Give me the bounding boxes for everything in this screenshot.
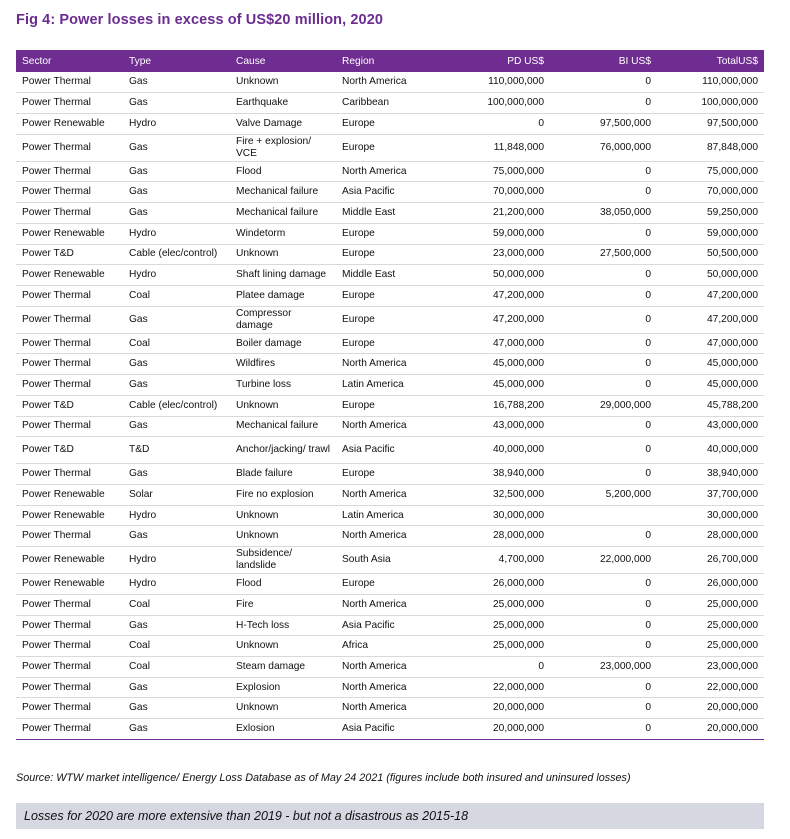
table-row — [16, 657, 764, 678]
table-row — [16, 547, 764, 574]
cell-bi: 0 — [550, 265, 657, 286]
table-row — [16, 636, 764, 657]
cell-cause: Platee damage — [230, 285, 336, 306]
cell-region: Europe — [336, 244, 443, 265]
figure-title: Fig 4: Power losses in excess of US$20 million, 2020 — [16, 12, 384, 28]
cell-bi: 0 — [550, 333, 657, 354]
cell-type: Coal — [123, 636, 230, 657]
cell-bi: 0 — [550, 182, 657, 203]
cell-cause: Boiler damage — [230, 333, 336, 354]
header-bi: BI US$ — [550, 50, 657, 72]
cell-type: Gas — [123, 615, 230, 636]
table-row — [16, 416, 764, 437]
cell-type: Coal — [123, 595, 230, 616]
cell-total: 70,000,000 — [657, 182, 764, 203]
cell-pd: 47,200,000 — [443, 306, 550, 333]
cell-type: Gas — [123, 464, 230, 485]
cell-total: 50,000,000 — [657, 265, 764, 286]
cell-sector: Power Renewable — [16, 505, 123, 526]
cell-cause: Fire — [230, 595, 336, 616]
cell-sector: Power Thermal — [16, 698, 123, 719]
table-row — [16, 265, 764, 286]
table-row — [16, 574, 764, 595]
cell-sector: Power Thermal — [16, 285, 123, 306]
cell-pd: 30,000,000 — [443, 505, 550, 526]
table-row — [16, 306, 764, 333]
cell-pd: 75,000,000 — [443, 161, 550, 182]
cell-pd: 23,000,000 — [443, 244, 550, 265]
cell-region: North America — [336, 698, 443, 719]
cell-sector: Power Thermal — [16, 636, 123, 657]
cell-total: 25,000,000 — [657, 615, 764, 636]
header-type: Type — [123, 50, 230, 72]
cell-region: Asia Pacific — [336, 719, 443, 740]
table-body — [16, 72, 764, 739]
cell-bi: 0 — [550, 526, 657, 547]
cell-bi — [550, 505, 657, 526]
cell-region: North America — [336, 72, 443, 93]
cell-region: North America — [336, 595, 443, 616]
cell-bi: 0 — [550, 574, 657, 595]
cell-sector: Power Thermal — [16, 375, 123, 396]
cell-bi: 76,000,000 — [550, 134, 657, 161]
cell-bi: 0 — [550, 93, 657, 114]
cell-cause: Earthquake — [230, 93, 336, 114]
cell-cause: Mechanical failure — [230, 416, 336, 437]
cell-cause: Unknown — [230, 244, 336, 265]
table-row — [16, 595, 764, 616]
cell-total: 47,200,000 — [657, 306, 764, 333]
cell-cause: Windetorm — [230, 223, 336, 244]
cell-bi: 0 — [550, 375, 657, 396]
cell-cause: Mechanical failure — [230, 203, 336, 224]
cell-region: North America — [336, 354, 443, 375]
cell-total: 22,000,000 — [657, 677, 764, 698]
cell-cause: Valve Damage — [230, 113, 336, 134]
table-row — [16, 677, 764, 698]
cell-total: 45,000,000 — [657, 354, 764, 375]
cell-bi: 22,000,000 — [550, 547, 657, 574]
cell-sector: Power Thermal — [16, 595, 123, 616]
cell-sector: Power Thermal — [16, 354, 123, 375]
cell-total: 28,000,000 — [657, 526, 764, 547]
cell-region: South Asia — [336, 547, 443, 574]
table-row — [16, 615, 764, 636]
cell-type: Hydro — [123, 113, 230, 134]
header-cause: Cause — [230, 50, 336, 72]
header-sector: Sector — [16, 50, 123, 72]
cell-region: Europe — [336, 464, 443, 485]
cell-sector: Power Thermal — [16, 333, 123, 354]
cell-pd: 38,940,000 — [443, 464, 550, 485]
cell-bi: 0 — [550, 223, 657, 244]
cell-pd: 25,000,000 — [443, 615, 550, 636]
cell-bi: 0 — [550, 615, 657, 636]
cell-type: Gas — [123, 375, 230, 396]
cell-total: 20,000,000 — [657, 698, 764, 719]
cell-cause: Shaft lining damage — [230, 265, 336, 286]
cell-total: 30,000,000 — [657, 505, 764, 526]
cell-sector: Power Thermal — [16, 161, 123, 182]
table-row — [16, 285, 764, 306]
cell-type: Hydro — [123, 223, 230, 244]
cell-region: Europe — [336, 395, 443, 416]
table-row — [16, 437, 764, 464]
cell-bi: 0 — [550, 698, 657, 719]
cell-type: Solar — [123, 485, 230, 506]
table-row — [16, 134, 764, 161]
cell-bi: 97,500,000 — [550, 113, 657, 134]
cell-region: North America — [336, 161, 443, 182]
cell-total: 47,000,000 — [657, 333, 764, 354]
cell-total: 25,000,000 — [657, 595, 764, 616]
cell-type: Gas — [123, 416, 230, 437]
cell-pd: 50,000,000 — [443, 265, 550, 286]
cell-bi: 0 — [550, 161, 657, 182]
cell-region: Europe — [336, 306, 443, 333]
cell-total: 20,000,000 — [657, 719, 764, 740]
cell-region: Europe — [336, 574, 443, 595]
cell-region: Europe — [336, 113, 443, 134]
cell-region: Asia Pacific — [336, 615, 443, 636]
cell-sector: Power T&D — [16, 395, 123, 416]
cell-type: Gas — [123, 306, 230, 333]
cell-pd: 47,000,000 — [443, 333, 550, 354]
cell-type: Gas — [123, 354, 230, 375]
cell-total: 100,000,000 — [657, 93, 764, 114]
cell-cause: Anchor/jacking/ trawl — [230, 437, 336, 464]
table-row — [16, 485, 764, 506]
cell-bi: 5,200,000 — [550, 485, 657, 506]
cell-sector: Power Thermal — [16, 526, 123, 547]
cell-bi: 0 — [550, 719, 657, 740]
cell-bi: 0 — [550, 416, 657, 437]
cell-cause: Turbine loss — [230, 375, 336, 396]
header-region: Region — [336, 50, 443, 72]
cell-region: North America — [336, 526, 443, 547]
cell-bi: 27,500,000 — [550, 244, 657, 265]
cell-sector: Power Renewable — [16, 547, 123, 574]
cell-region: Latin America — [336, 375, 443, 396]
cell-region: North America — [336, 416, 443, 437]
table-row — [16, 395, 764, 416]
cell-total: 26,700,000 — [657, 547, 764, 574]
cell-type: Gas — [123, 182, 230, 203]
cell-pd: 70,000,000 — [443, 182, 550, 203]
cell-sector: Power Thermal — [16, 657, 123, 678]
cell-type: Hydro — [123, 547, 230, 574]
cell-sector: Power Renewable — [16, 485, 123, 506]
cell-cause: Fire + explosion/ VCE — [230, 134, 336, 161]
cell-total: 50,500,000 — [657, 244, 764, 265]
cell-sector: Power Thermal — [16, 416, 123, 437]
cell-type: Hydro — [123, 505, 230, 526]
table-row — [16, 244, 764, 265]
cell-type: Hydro — [123, 265, 230, 286]
cell-bi: 38,050,000 — [550, 203, 657, 224]
cell-total: 45,000,000 — [657, 375, 764, 396]
cell-type: Gas — [123, 72, 230, 93]
cell-total: 25,000,000 — [657, 636, 764, 657]
cell-sector: Power Thermal — [16, 72, 123, 93]
table-header — [16, 50, 764, 72]
cell-pd: 45,000,000 — [443, 354, 550, 375]
cell-type: Coal — [123, 333, 230, 354]
cell-pd: 21,200,000 — [443, 203, 550, 224]
cell-cause: Explosion — [230, 677, 336, 698]
cell-cause: Unknown — [230, 72, 336, 93]
header-pd: PD US$ — [443, 50, 550, 72]
cell-pd: 25,000,000 — [443, 636, 550, 657]
cell-type: Coal — [123, 285, 230, 306]
cell-cause: Steam damage — [230, 657, 336, 678]
cell-sector: Power Renewable — [16, 223, 123, 244]
cell-region: Europe — [336, 285, 443, 306]
cell-bi: 0 — [550, 354, 657, 375]
cell-cause: Flood — [230, 574, 336, 595]
cell-cause: Blade failure — [230, 464, 336, 485]
cell-sector: Power Thermal — [16, 93, 123, 114]
summary-banner — [16, 803, 764, 829]
cell-cause: Unknown — [230, 636, 336, 657]
cell-bi: 0 — [550, 437, 657, 464]
cell-sector: Power Thermal — [16, 182, 123, 203]
cell-cause: Wildfires — [230, 354, 336, 375]
table-row — [16, 203, 764, 224]
cell-pd: 59,000,000 — [443, 223, 550, 244]
table-row — [16, 113, 764, 134]
header-total: TotalUS$ — [657, 50, 764, 72]
cell-pd: 43,000,000 — [443, 416, 550, 437]
cell-region: Europe — [336, 333, 443, 354]
cell-bi: 29,000,000 — [550, 395, 657, 416]
table-row — [16, 698, 764, 719]
cell-pd: 26,000,000 — [443, 574, 550, 595]
cell-sector: Power T&D — [16, 437, 123, 464]
cell-total: 110,000,000 — [657, 72, 764, 93]
cell-cause: Mechanical failure — [230, 182, 336, 203]
cell-pd: 20,000,000 — [443, 719, 550, 740]
table-row — [16, 182, 764, 203]
summary-banner-text: Losses for 2020 are more extensive than 2019 - but not a disastrous as 2015-18 — [24, 809, 469, 823]
cell-region: Asia Pacific — [336, 437, 443, 464]
cell-pd: 25,000,000 — [443, 595, 550, 616]
cell-type: Gas — [123, 677, 230, 698]
cell-type: Gas — [123, 93, 230, 114]
cell-region: Caribbean — [336, 93, 443, 114]
table-row — [16, 375, 764, 396]
cell-sector: Power T&D — [16, 244, 123, 265]
cell-total: 23,000,000 — [657, 657, 764, 678]
cell-bi: 0 — [550, 72, 657, 93]
cell-region: Europe — [336, 223, 443, 244]
table-row — [16, 719, 764, 740]
cell-region: Middle East — [336, 203, 443, 224]
cell-region: Middle East — [336, 265, 443, 286]
cell-pd: 47,200,000 — [443, 285, 550, 306]
cell-cause: Exlosion — [230, 719, 336, 740]
cell-pd: 32,500,000 — [443, 485, 550, 506]
cell-sector: Power Thermal — [16, 464, 123, 485]
table-row — [16, 333, 764, 354]
cell-type: T&D — [123, 437, 230, 464]
cell-pd: 28,000,000 — [443, 526, 550, 547]
cell-pd: 0 — [443, 113, 550, 134]
cell-pd: 45,000,000 — [443, 375, 550, 396]
table-row — [16, 93, 764, 114]
cell-total: 87,848,000 — [657, 134, 764, 161]
cell-bi: 0 — [550, 464, 657, 485]
losses-table — [16, 50, 764, 740]
cell-pd: 20,000,000 — [443, 698, 550, 719]
cell-bi: 0 — [550, 595, 657, 616]
cell-total: 40,000,000 — [657, 437, 764, 464]
cell-total: 59,000,000 — [657, 223, 764, 244]
cell-total: 38,940,000 — [657, 464, 764, 485]
cell-type: Hydro — [123, 574, 230, 595]
cell-total: 43,000,000 — [657, 416, 764, 437]
cell-bi: 0 — [550, 285, 657, 306]
table-row — [16, 72, 764, 93]
cell-sector: Power Thermal — [16, 203, 123, 224]
cell-type: Gas — [123, 161, 230, 182]
cell-sector: Power Renewable — [16, 265, 123, 286]
cell-cause: Subsidence/ landslide — [230, 547, 336, 574]
cell-cause: Unknown — [230, 526, 336, 547]
cell-type: Gas — [123, 526, 230, 547]
cell-pd: 40,000,000 — [443, 437, 550, 464]
cell-pd: 11,848,000 — [443, 134, 550, 161]
cell-total: 26,000,000 — [657, 574, 764, 595]
table-row — [16, 354, 764, 375]
cell-sector: Power Renewable — [16, 574, 123, 595]
cell-total: 37,700,000 — [657, 485, 764, 506]
cell-type: Gas — [123, 698, 230, 719]
cell-region: North America — [336, 485, 443, 506]
cell-bi: 0 — [550, 677, 657, 698]
table-row — [16, 505, 764, 526]
cell-sector: Power Thermal — [16, 677, 123, 698]
cell-type: Cable (elec/control) — [123, 244, 230, 265]
losses-table-container — [16, 50, 764, 740]
cell-pd: 0 — [443, 657, 550, 678]
cell-region: North America — [336, 657, 443, 678]
cell-bi: 23,000,000 — [550, 657, 657, 678]
table-row — [16, 161, 764, 182]
cell-pd: 110,000,000 — [443, 72, 550, 93]
cell-region: Latin America — [336, 505, 443, 526]
cell-total: 47,200,000 — [657, 285, 764, 306]
cell-cause: Unknown — [230, 395, 336, 416]
table-row — [16, 464, 764, 485]
cell-pd: 22,000,000 — [443, 677, 550, 698]
cell-type: Gas — [123, 719, 230, 740]
cell-sector: Power Renewable — [16, 113, 123, 134]
cell-sector: Power Thermal — [16, 134, 123, 161]
cell-cause: H-Tech loss — [230, 615, 336, 636]
cell-total: 97,500,000 — [657, 113, 764, 134]
cell-type: Cable (elec/control) — [123, 395, 230, 416]
cell-cause: Compressor damage — [230, 306, 336, 333]
cell-sector: Power Thermal — [16, 615, 123, 636]
cell-pd: 4,700,000 — [443, 547, 550, 574]
cell-pd: 16,788,200 — [443, 395, 550, 416]
table-row — [16, 526, 764, 547]
cell-type: Coal — [123, 657, 230, 678]
cell-cause: Unknown — [230, 698, 336, 719]
cell-sector: Power Thermal — [16, 306, 123, 333]
cell-total: 75,000,000 — [657, 161, 764, 182]
source-note: Source: WTW market intelligence/ Energy Loss Database as of May 24 2021 (figures include both insured and uninsured losses) — [16, 772, 631, 784]
cell-cause: Flood — [230, 161, 336, 182]
cell-bi: 0 — [550, 636, 657, 657]
table-row — [16, 223, 764, 244]
cell-total: 59,250,000 — [657, 203, 764, 224]
cell-region: Africa — [336, 636, 443, 657]
cell-sector: Power Thermal — [16, 719, 123, 740]
cell-region: North America — [336, 677, 443, 698]
cell-total: 45,788,200 — [657, 395, 764, 416]
cell-region: Europe — [336, 134, 443, 161]
cell-type: Gas — [123, 203, 230, 224]
cell-region: Asia Pacific — [336, 182, 443, 203]
cell-bi: 0 — [550, 306, 657, 333]
cell-pd: 100,000,000 — [443, 93, 550, 114]
cell-cause: Unknown — [230, 505, 336, 526]
cell-cause: Fire no explosion — [230, 485, 336, 506]
cell-type: Gas — [123, 134, 230, 161]
